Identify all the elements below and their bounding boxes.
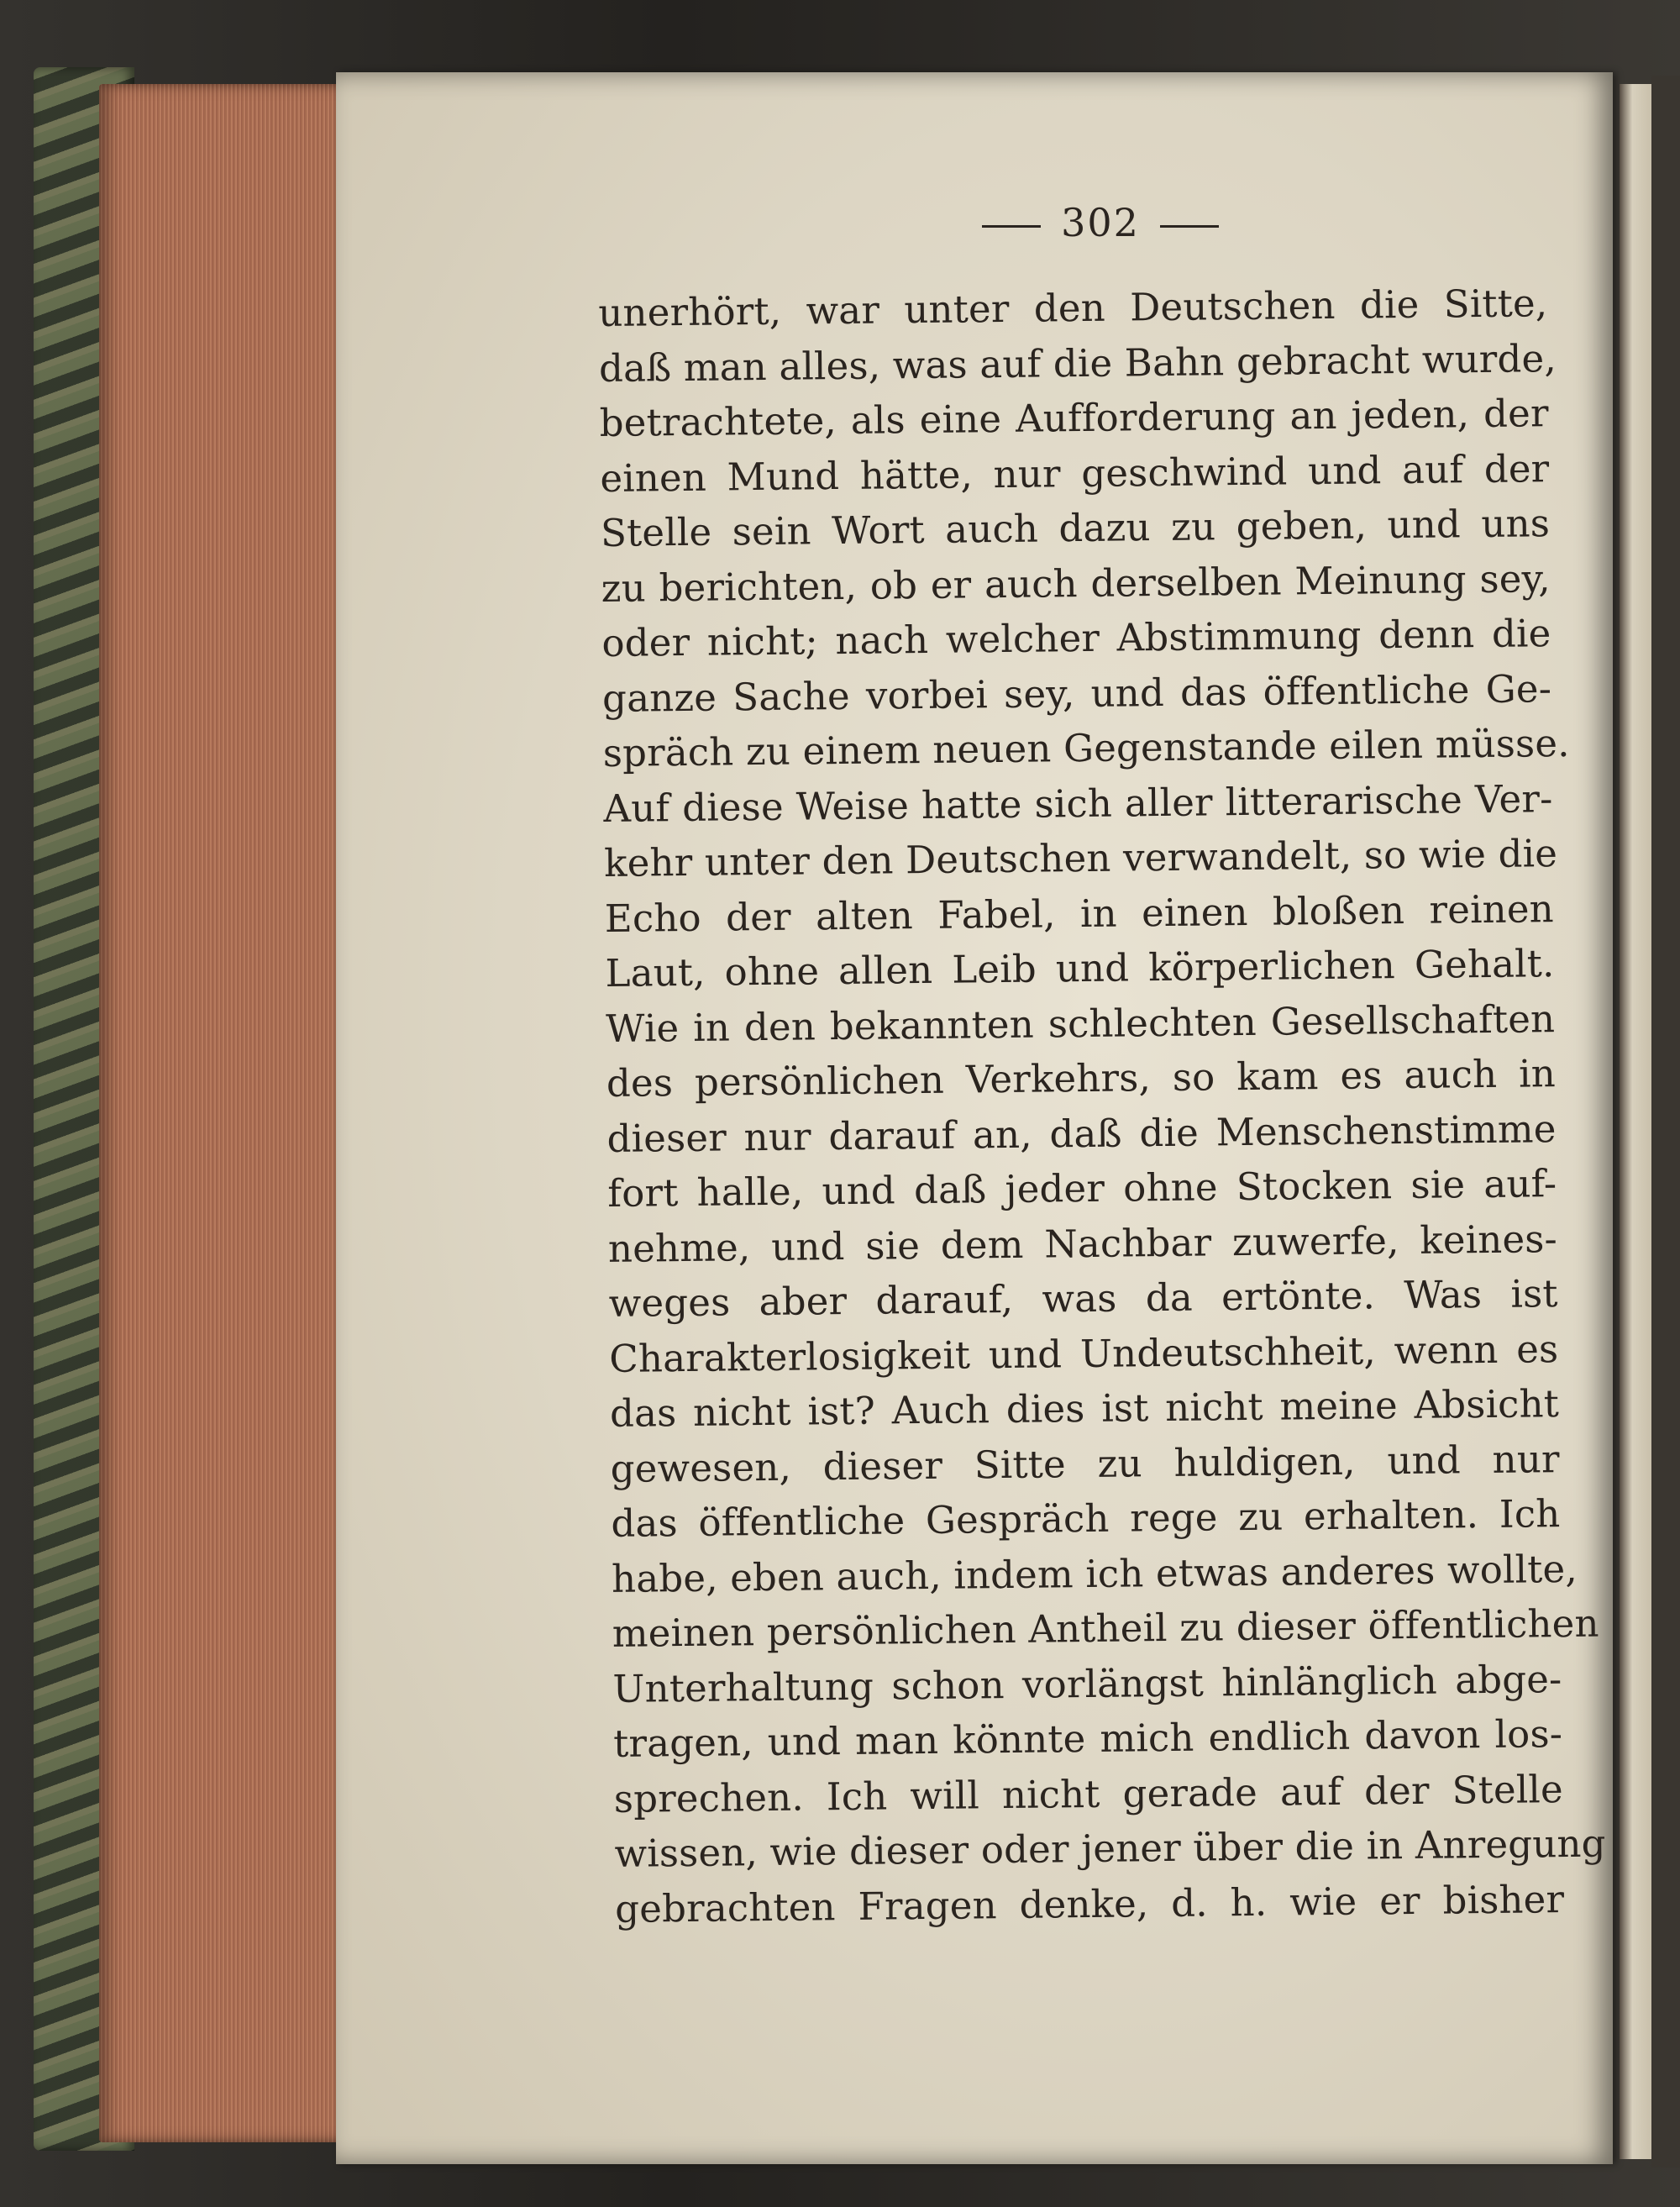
facing-page-edge [1620,84,1651,2159]
text-line: meinen persönlichen Antheil zu dieser öffentlichen [612,1600,1599,1656]
text-line: kehr unter den Deutschen verwandelt, so wie die [603,831,1558,885]
text-line: gebrachten Fragen denke, d. h. wie er bisher [614,1876,1565,1931]
header-dash-left [982,225,1041,228]
text-line: das nicht ist? Auch dies ist nicht meine Absicht [609,1381,1560,1436]
text-line: daß man alles, was auf die Bahn gebracht wurde, [598,335,1557,391]
text-line: ganze Sache vorbei sey, und das öffentliche Ge- [601,665,1552,721]
page-header [949,200,1252,245]
book-cover-right [1651,76,1680,2168]
text-line: spräch zu einem neuen Gegenstande eilen müsse. [602,720,1570,775]
page-number: 302 [1061,200,1140,245]
text-line: fort halle, und daß jeder ohne Stocken sie auf- [607,1161,1557,1216]
text-line: unerhört, war unter den Deutschen die Sitte, [598,281,1548,335]
text-line: sprechen. Ich will nicht gerade auf der Stelle [613,1766,1564,1821]
text-line: Charakterlosigkeit und Undeutschheit, wenn es [609,1326,1559,1381]
text-line: nehme, und sie dem Nachbar zuwerfe, keines- [607,1216,1558,1271]
text-line: oder nicht; nach welcher Abstimmung denn die [601,611,1551,665]
text-line: zu berichten, ob er auch derselben Meinung sey, [601,555,1551,611]
header-dash-right [1160,225,1219,228]
text-line: betrachtete, als eine Aufforderung an jeden, der [599,391,1549,445]
text-line: das öffentliche Gespräch rege zu erhalten. Ich [611,1491,1561,1546]
text-line: Unterhaltung schon vorlängst hinlänglich abge- [612,1656,1562,1711]
text-line: einen Mund hätte, nur geschwind und auf der [600,445,1550,501]
text-line: gewesen, dieser Sitte zu huldigen, und nur [610,1436,1560,1491]
text-line: tragen, und man könnte mich endlich davon los- [612,1711,1563,1766]
text-line: dieser nur darauf an, daß die Menschenstimme [606,1106,1557,1161]
text-line: Stelle sein Wort auch dazu zu geben, und uns [600,501,1551,555]
text-line: weges aber darauf, was da ertönte. Was ist [608,1271,1558,1326]
text-line: habe, eben auch, indem ich etwas anderes wollte, [611,1546,1578,1601]
body-text [598,276,1606,1936]
text-line: Wie in den bekannten schlechten Gesellschaften [605,996,1556,1051]
text-line: Echo der alten Fabel, in einen bloßen reinen [604,885,1555,941]
text-line: des persönlichen Verkehrs, so kam es auch in [606,1051,1557,1106]
text-line: Auf diese Weise hatte sich aller litterarische Ver- [603,775,1553,831]
text-line: Laut, ohne allen Leib und körperlichen Gehalt. [605,941,1555,996]
page-edges [99,84,368,2142]
text-line: wissen, wie dieser oder jener über die in Anregung [614,1821,1606,1876]
